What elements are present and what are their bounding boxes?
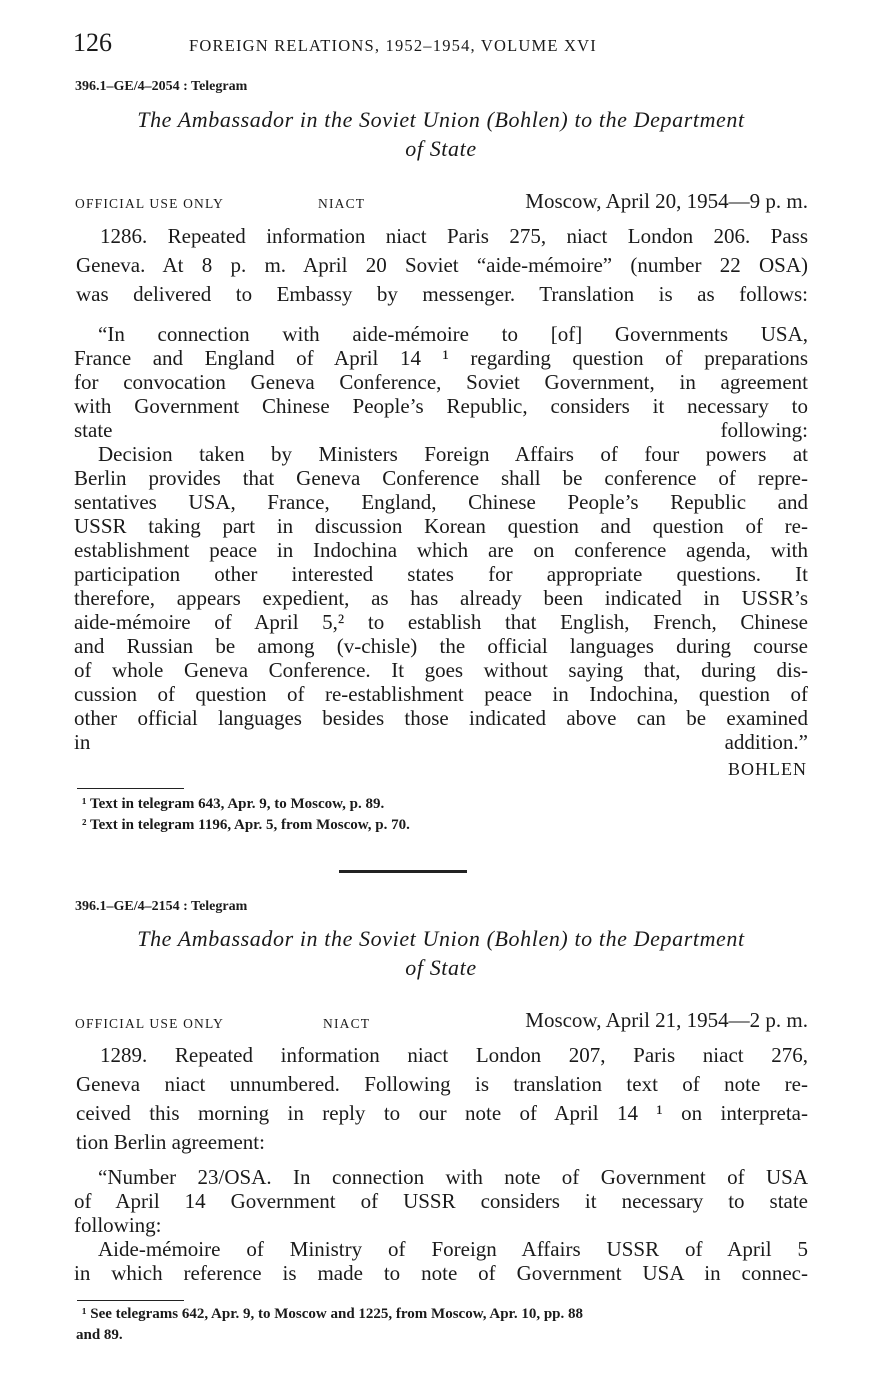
doc1-intro-line-1: 1286. Repeated information niact Paris 275, niact London 206. Pass xyxy=(100,224,808,248)
running-title: FOREIGN RELATIONS, 1952–1954, VOLUME XVI xyxy=(189,36,597,55)
doc1-quote-line-14: and Russian be among (v-chisle) the official languages during course xyxy=(74,634,808,658)
doc2-quote-line-3: following: xyxy=(74,1213,162,1237)
doc1-quote-line-11: participation other interested states for appropriate questions. It xyxy=(74,562,808,586)
doc1-intro-line-2: Geneva. At 8 p. m. April 20 Soviet “aide-mémoire” (number 22 OSA) xyxy=(76,253,808,277)
doc2-classification: OFFICIAL USE ONLY xyxy=(75,1016,225,1031)
section-divider xyxy=(339,870,467,873)
doc2-intro-line-2: Geneva niact unnumbered. Following is translation text of note re- xyxy=(76,1072,808,1096)
doc1-intro-line-3: was delivered to Embassy by messenger. Translation is as follows: xyxy=(76,282,808,306)
doc1-place-date: Moscow, April 20, 1954—9 p. m. xyxy=(525,189,808,213)
doc2-intro-line-3: ceived this morning in reply to our note of April 14 ¹ on interpreta- xyxy=(76,1101,808,1125)
doc2-quote-line-1: “Number 23/OSA. In connection with note of Government of USA xyxy=(98,1165,808,1189)
doc1-quote-line-15: of whole Geneva Conference. It goes without saying that, during dis- xyxy=(74,658,808,682)
doc1-quote-line-1: “In connection with aide-mémoire to [of] Governments USA, xyxy=(98,322,808,346)
doc2-intro-line-1: 1289. Repeated information niact London 207, Paris niact 276, xyxy=(100,1043,808,1067)
doc2-footnote-2: and 89. xyxy=(76,1327,123,1343)
doc1-file-ref: 396.1–GE/4–2054 : Telegram xyxy=(75,79,248,94)
doc2-precedence: NIACT xyxy=(323,1016,371,1031)
doc1-title-line1: The Ambassador in the Soviet Union (Bohlen) to the Department xyxy=(137,107,745,132)
doc2-quote-line-2: of April 14 Government of USSR considers it necessary to state xyxy=(74,1189,808,1213)
running-header xyxy=(73,28,813,62)
doc1-quote-line-4: with Government Chinese People’s Republic, considers it necessary to xyxy=(74,394,808,418)
doc1-quote-line-12: therefore, appears expedient, as has already been indicated in USSR’s xyxy=(74,586,808,610)
doc1-title-line2: of State xyxy=(405,136,477,161)
doc2-place-date: Moscow, April 21, 1954—2 p. m. xyxy=(525,1008,808,1032)
doc2-footnote-rule xyxy=(77,1300,184,1301)
doc1-signature: BOHLEN xyxy=(728,759,807,779)
doc1-quote-line-7: Berlin provides that Geneva Conference shall be conference of repre- xyxy=(74,466,808,490)
doc2-quote-line-5: in which reference is made to note of Government USA in connec- xyxy=(74,1261,808,1285)
doc2-intro-line-4: tion Berlin agreement: xyxy=(76,1130,265,1154)
doc1-quote-line-17: other official languages besides those indicated above can be examined xyxy=(74,706,808,730)
page-number: 126 xyxy=(73,28,112,57)
doc1-quote-line-3: for convocation Geneva Conference, Soviet Government, in agreement xyxy=(74,370,808,394)
doc1-quote-line-6: Decision taken by Ministers Foreign Affairs of four powers at xyxy=(98,442,808,466)
doc1-quote-line-9: USSR taking part in discussion Korean question and question of re- xyxy=(74,514,808,538)
doc2-title-line2: of State xyxy=(405,955,477,980)
doc1-classification: OFFICIAL USE ONLY xyxy=(75,196,225,211)
doc1-quote-line-8: sentatives USA, France, England, Chinese People’s Republic and xyxy=(74,490,808,514)
doc2-title-line1: The Ambassador in the Soviet Union (Bohlen) to the Department xyxy=(137,926,745,951)
doc2-quote-line-4: Aide-mémoire of Ministry of Foreign Affairs USSR of April 5 xyxy=(98,1237,808,1261)
doc1-footnote-1: ¹ Text in telegram 643, Apr. 9, to Moscow, p. 89. xyxy=(82,796,385,812)
doc1-quote-line-2: France and England of April 14 ¹ regarding question of preparations xyxy=(74,346,808,370)
doc1-quote-line-16: cussion of question of re-establishment peace in Indochina, question of xyxy=(74,682,808,706)
doc1-precedence: NIACT xyxy=(318,196,366,211)
doc1-footnote-rule xyxy=(77,788,184,789)
doc2-file-ref: 396.1–GE/4–2154 : Telegram xyxy=(75,899,248,914)
doc1-footnote-2: ² Text in telegram 1196, Apr. 5, from Moscow, p. 70. xyxy=(82,817,410,833)
doc1-quote-line-5: state following: xyxy=(74,418,808,442)
doc2-footnote-1: ¹ See telegrams 642, Apr. 9, to Moscow and 1225, from Moscow, Apr. 10, pp. 88 xyxy=(82,1306,584,1322)
doc1-quote-line-18: in addition.” xyxy=(74,730,808,754)
doc1-quote-line-10: establishment peace in Indochina which are on conference agenda, with xyxy=(74,538,808,562)
doc1-quote-line-13: aide-mémoire of April 5,² to establish that English, French, Chinese xyxy=(74,610,808,634)
